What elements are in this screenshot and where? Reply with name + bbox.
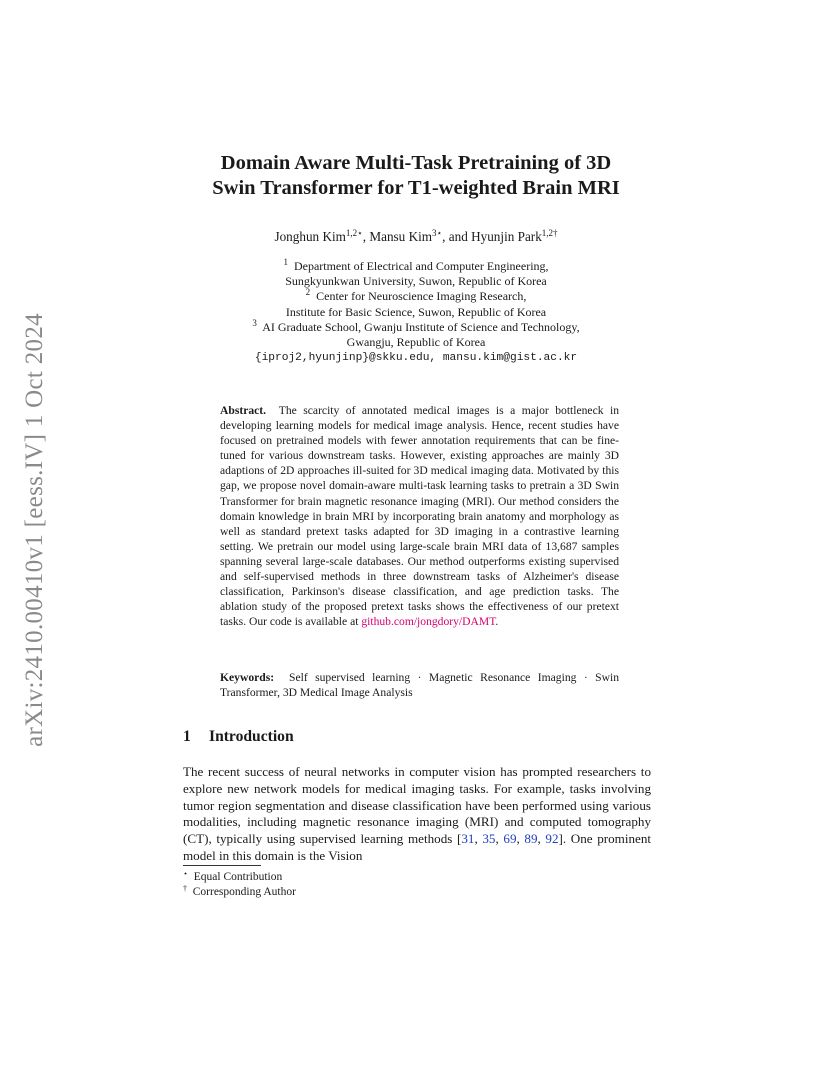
- section-number: 1: [183, 728, 191, 745]
- affiliation-number: 2: [305, 287, 311, 298]
- footnote-text: Equal Contribution: [193, 871, 283, 883]
- abstract: [220, 403, 619, 629]
- author-name: Mansu Kim: [369, 229, 433, 244]
- affiliation-number: 1: [283, 257, 288, 267]
- citation-link[interactable]: 69: [503, 831, 517, 847]
- abstract-text: The scarcity of annotated medical images is a major bottleneck in developing learning models for medical image analysis. Hence, recent studies have focused on pretrained models with fewer annotation requirements that can be fine-tuned for various downstream tasks. However, existing approaches are mainly 3D adaptions of 2D approaches ill-suited for 3D medical imaging data. Motivated by this gap, we propose novel domain-aware multi-task learning tasks to pretrain a 3D Swin Transformer for brain magnetic resonance imaging (MRI). Our method considers the domain knowledge in brain MRI by incorporating brain anatomy and morphology as well as standard pretext tasks adapted for 3D imaging in a contrastive learning setting. We pretrain our model using large-scale brain MRI data of 13,687 samples spanning several large-scale databases. Our method outperforms existing supervised and self-supervised methods in three downstream tasks of Alzheimer's disease classification, Parkinson's disease classification, and age prediction tasks. The ablation study of the proposed pretext tasks shows the effectiveness of our pretext tasks. Our code is available at: [220, 404, 620, 629]
- affiliation-line: [150, 305, 682, 320]
- footnote-text: Corresponding Author: [192, 886, 296, 898]
- author-list: [150, 229, 682, 245]
- affiliation-text: Institute for Basic Science, Suwon, Republic of Korea: [285, 304, 547, 319]
- keywords-label: Keywords:: [220, 671, 275, 684]
- author-separator: , and: [442, 229, 472, 244]
- affiliation-line: [150, 317, 682, 335]
- section-title: Introduction: [209, 728, 294, 745]
- paper-title: [150, 151, 682, 201]
- intro-paragraph: The recent success of neural networks in computer vision has prompted researchers to explore new network models for medical imaging tasks. For example, tasks involving tumor region segmentation and disease classification have been performed using various modalities, including magnetic resonance imaging (MRI) and computed tomography (CT), typically using supervised learning methods [31, 35, 69, 89, 92]. One prominent model in this domain is the Vision: [183, 764, 652, 863]
- citation-link[interactable]: 92: [545, 831, 559, 847]
- author-name: Jonghun Kim: [274, 229, 346, 244]
- affiliation-text: Center for Neuroscience Imaging Research,: [316, 289, 527, 304]
- affiliation-text: AI Graduate School, Gwanju Institute of Science and Technology,: [262, 319, 580, 334]
- affiliations: [150, 259, 682, 366]
- author-affiliation-mark: 3⋆: [432, 228, 443, 238]
- author-name: Hyunjin Park: [471, 229, 542, 244]
- arxiv-identifier: arXiv:2410.00410v1 [eess.IV] 1 Oct 2024: [21, 313, 48, 747]
- affiliation-number: 3: [252, 317, 257, 328]
- affiliation-line: [150, 259, 682, 274]
- keywords-text: Self supervised learning · Magnetic Resonance Imaging · Swin Transformer, 3D Medical Image Analysis: [220, 671, 619, 700]
- author-affiliation-mark: 1,2⋆: [345, 228, 363, 238]
- section-heading: [183, 727, 653, 747]
- abstract-label: Abstract.: [220, 404, 267, 417]
- abstract-end: .: [495, 615, 499, 629]
- affiliation-text: Department of Electrical and Computer Engineering,: [293, 259, 549, 273]
- title-line-1: Domain Aware Multi-Task Pretraining of 3D: [220, 152, 612, 174]
- intro-tail: ]. One prominent model in this domain is the Vision: [183, 831, 652, 863]
- affiliation-text: Gwangju, Republic of Korea: [346, 335, 486, 350]
- footnote-mark: †: [183, 884, 187, 893]
- arxiv-stamp: [10, 295, 60, 765]
- footnote: [183, 885, 651, 900]
- code-repository-link[interactable]: github.com/jongdory/DAMT: [361, 615, 496, 629]
- footnote-rule: [183, 865, 261, 866]
- author-separator: ,: [362, 229, 370, 244]
- footnotes: [183, 870, 651, 900]
- citation-link[interactable]: 31: [461, 831, 475, 847]
- affiliation-line: [150, 335, 682, 350]
- affiliation-line: [150, 274, 682, 289]
- author-emails: {iproj2,hyunjinp}@skku.edu, mansu.kim@gist.ac.kr: [254, 352, 578, 365]
- title-line-2: Swin Transformer for T1-weighted Brain MRI: [212, 177, 620, 199]
- affiliation-line: [150, 289, 682, 304]
- footnote-mark: ⋆: [183, 869, 189, 878]
- footnote: [183, 870, 651, 885]
- author-affiliation-mark: 1,2†: [541, 228, 558, 238]
- citation-link[interactable]: 89: [524, 831, 538, 847]
- affiliation-text: Sungkyunkwan University, Suwon, Republic of Korea: [285, 274, 547, 289]
- keywords: [220, 670, 619, 700]
- introduction-body: [183, 764, 651, 865]
- citation-link[interactable]: 35: [482, 831, 496, 847]
- intro-text: The recent success of neural networks in computer vision has prompted researchers to explore new network models for medical imaging tasks. For example, tasks involving tumor region segmentation and disease classification have been performed using various modalities, including magnetic resonance imaging (MRI) and computed tomography (CT), typically using supervised learning methods [: [183, 764, 651, 847]
